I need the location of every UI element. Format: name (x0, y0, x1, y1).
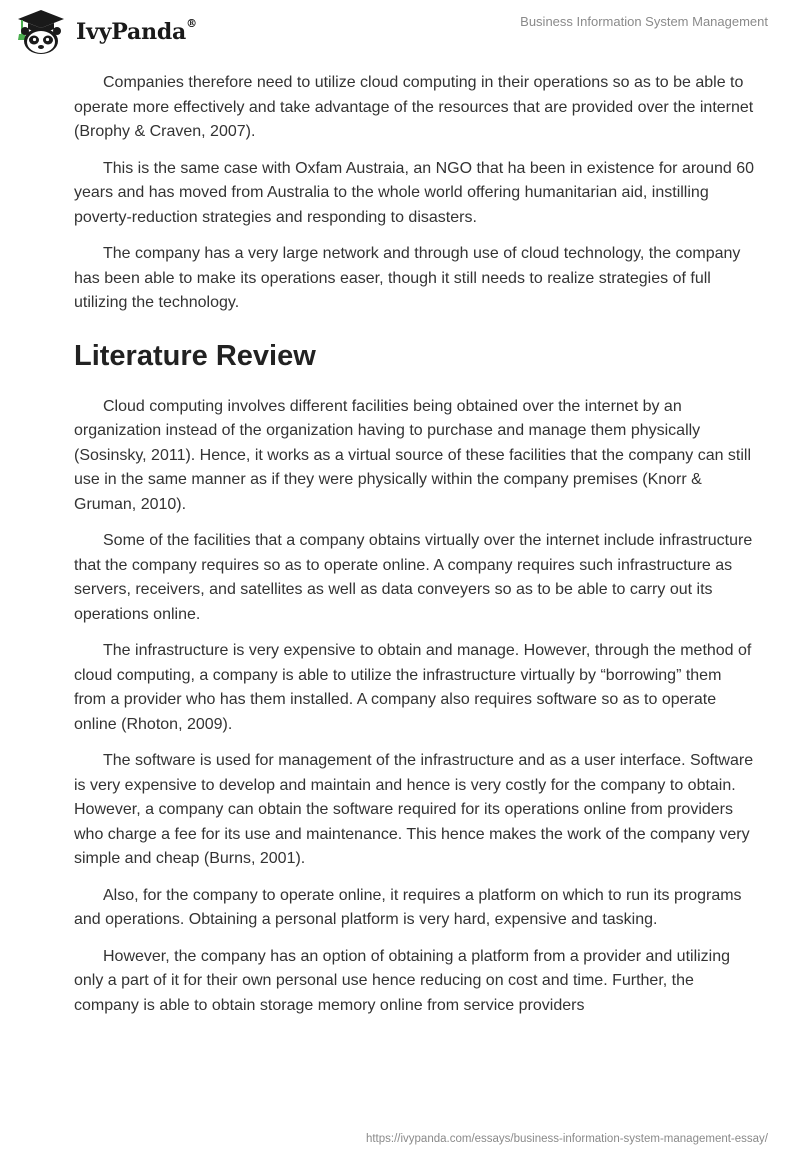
section-heading: Literature Review (74, 339, 316, 372)
panda-logo-icon (14, 8, 68, 56)
essay-content (74, 71, 754, 1030)
intro-paragraph-3: The company has a very large network and through use of cloud technology, the company has been able to make its operations easer, though it still needs to realize strategies of full utilizing the technology. (74, 245, 741, 311)
source-url-link[interactable]: https://ivypanda.com/essays/business-information-system-management-essay/ (365, 1133, 768, 1145)
intro-paragraph-1: Companies therefore need to utilize cloud computing in their operations so as to be able to operate more effectively and take advantage of the resources that are provided over the internet (Brophy & Craven, 2007). (74, 74, 754, 140)
section-paragraph-1: Cloud computing involves different facilities being obtained over the internet by an organization instead of the organization having to purchase and manage them physically (Sosinsky, 2011). Hence, it works as a virtual source of these facilities that the company can still use in the same manner as if they were physically within the company premises (Knorr & Gruman, 2010). (74, 397, 752, 513)
brand-logo[interactable] (14, 8, 197, 56)
brand-name: IvyPanda® (76, 17, 197, 45)
intro-paragraph-2: This is the same case with Oxfam Austraia, an NGO that ha been in existence for around 60 years and has moved from Australia to the whole world offering humanitarian aid, instilling poverty-reduction strategies and responding to disasters. (74, 159, 754, 226)
section-paragraph-3: The infrastructure is very expensive to obtain and manage. However, through the method of cloud computing, a company is able to utilize the infrastructure virtually by “borrowing” them from a provider who has them installed. A company also requires software so as to operate online (Rhoton, 2009). (74, 642, 752, 733)
section-paragraph-6: However, the company has an option of obtaining a platform from a provider and utilizing only a part of it for their own personal use hence reducing on cost and time. Further, the company is able to obtain storage memory online from service providers (74, 947, 731, 1014)
document-title: Business Information System Management (520, 14, 768, 29)
registered-mark: ® (186, 17, 197, 30)
section-paragraph-4: The software is used for management of the infrastructure and as a user interface. Software is very expensive to develop and maintain and hence is very costly for the company to obtain. However, a company can obtain the software required for its operations online from providers who charge a fee for its use and maintenance. This hence makes the work of the company very simple and cheap (Burns, 2001). (74, 752, 754, 867)
page-header (0, 0, 800, 64)
section-paragraph-5: Also, for the company to operate online, it requires a platform on which to run its programs and operations. Obtaining a personal platform is very hard, expensive and tasking. (74, 886, 742, 928)
section-paragraph-2: Some of the facilities that a company obtains virtually over the internet include infrastructure that the company requires so as to operate online. A company requires such infrastructure as servers, receivers, and satellites as well as data conveyers so as to be able to carry out its operations online. (74, 532, 753, 623)
